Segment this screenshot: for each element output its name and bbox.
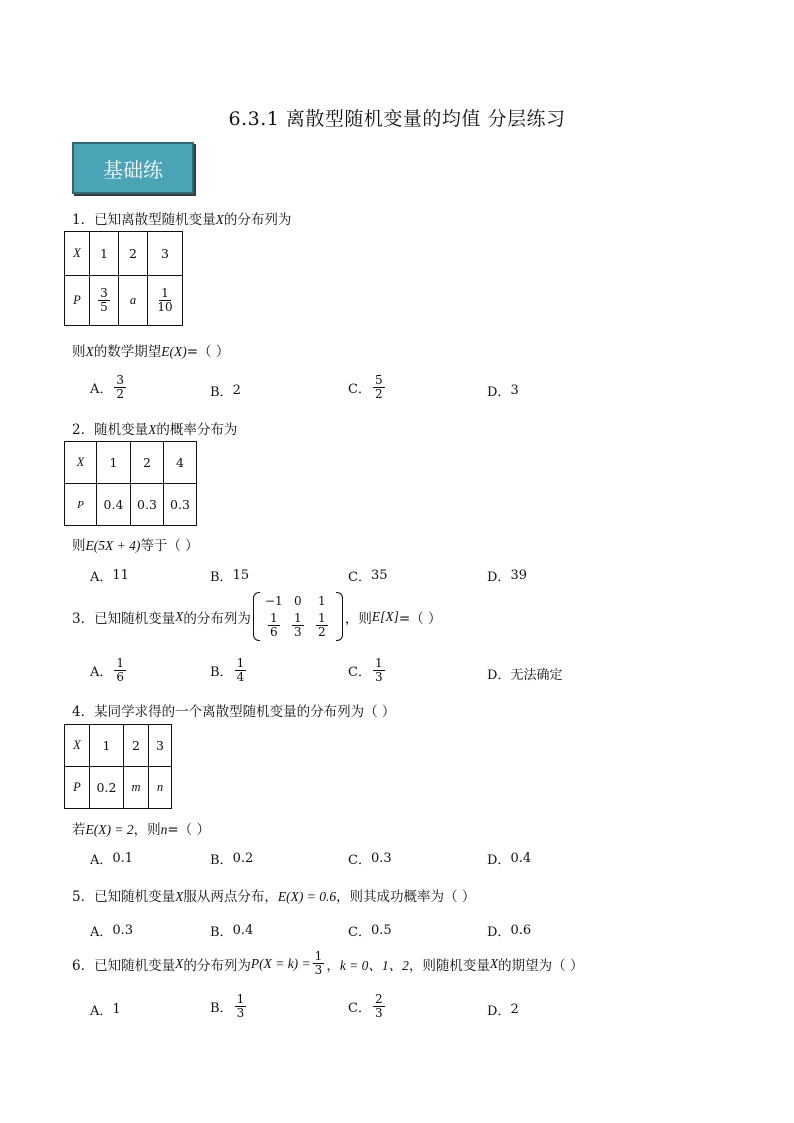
question-4-stem: 4．某同学求得的一个离散型随机变量的分布列为（ ） <box>72 704 396 720</box>
page-title: 6.3.1 离散型随机变量的均值 分层练习 <box>228 108 566 130</box>
q1-distribution-table <box>64 231 183 326</box>
question-5-stem <box>72 885 475 905</box>
q1-x-label: X <box>65 232 90 276</box>
q4-x-cell: 1 <box>90 725 124 767</box>
q2-var: X <box>148 422 157 437</box>
q6-option-d[interactable]: D． 2 <box>487 1002 519 1019</box>
q6-var: X <box>175 955 184 971</box>
q3-option-b[interactable]: B． $\frac{1}{4}$ <box>210 656 245 684</box>
q5-stem-post: ，则其成功概率为（ ） <box>336 889 476 905</box>
q6-expr: P(X = k) = <box>250 955 311 971</box>
q2-option-c[interactable]: C． 35 <box>348 568 388 585</box>
q2-p-cell: 0.3 <box>131 484 164 526</box>
q3-var: X <box>175 608 184 624</box>
q4-distribution-table <box>64 724 172 809</box>
q1-var: X <box>215 212 224 227</box>
q4-p-cell: n <box>149 767 172 809</box>
question-1-ask <box>72 340 229 360</box>
q6-expr2: k = 0、1、2 <box>339 957 409 973</box>
q1-stem-pre: 1．已知离散型随机变量 <box>72 212 216 228</box>
q4-option-a[interactable]: A． 0.1 <box>90 851 134 868</box>
question-1-stem <box>72 208 291 228</box>
q3-ask-expr: E[X] <box>371 608 399 624</box>
q6-option-c[interactable]: C． $\frac{2}{3}$ <box>348 992 383 1020</box>
q1-ask-var: X <box>85 344 94 359</box>
q5-option-b[interactable]: B． 0.4 <box>210 923 254 940</box>
question-6-stem <box>72 950 583 977</box>
q3-option-a[interactable]: A． $\frac{1}{6}$ <box>90 656 125 684</box>
q6-stem-post: 的期望为（ ） <box>498 957 584 974</box>
q1-x-cell: 3 <box>148 232 183 276</box>
q2-stem-pre: 2．随机变量 <box>72 422 149 438</box>
question-2-stem <box>72 418 237 438</box>
q4-ask-expr: E(X) = 2 <box>85 822 134 837</box>
q3-stem-pre: 3．已知随机变量 <box>72 610 176 627</box>
q4-ask-pre: 若 <box>72 822 86 838</box>
q3-stem-mid: 的分布列为 <box>183 610 251 627</box>
q1-p-cell: $\frac{1}{10}$ <box>148 276 183 326</box>
q5-option-a[interactable]: A． 0.3 <box>90 923 134 940</box>
q4-ask-mid: ，则 <box>133 822 161 838</box>
q3-distribution-matrix: −1 0 1 $\frac{1}{6}$ $\frac{1}{3}$ $\frac{1}{2}$ <box>253 592 343 641</box>
q2-x-label: X <box>65 442 97 484</box>
q2-option-b[interactable]: B． 15 <box>210 568 250 585</box>
q1-ask-expr: E(X) <box>161 344 187 359</box>
q5-var: X <box>175 889 184 904</box>
q1-ask-mid: 的数学期望 <box>93 344 162 360</box>
q5-stem-pre: 5．已知随机变量 <box>72 889 176 905</box>
q4-x-label: X <box>65 725 90 767</box>
q1-p-cell: a <box>119 276 148 326</box>
q2-option-a[interactable]: A． 11 <box>90 568 129 585</box>
q1-option-d[interactable]: D． 3 <box>487 383 519 400</box>
q6-option-b[interactable]: B． $\frac{1}{3}$ <box>210 992 245 1020</box>
q4-p-cell: 0.2 <box>90 767 124 809</box>
q3-option-c[interactable]: C． $\frac{1}{3}$ <box>348 656 383 684</box>
q1-ask-pre: 则 <box>72 344 86 360</box>
question-4-ask <box>72 818 210 838</box>
q6-stem-pre: 6．已知随机变量 <box>72 957 176 974</box>
q4-ask-var: n <box>160 822 168 837</box>
q2-p-label: P <box>65 484 97 526</box>
q2-ask-post: 等于（ ） <box>140 538 199 554</box>
q6-option-a[interactable]: A． 1 <box>90 1002 121 1019</box>
q6-stem-mid2: ， <box>326 957 340 974</box>
q6-stem-mid3: ，则随机变量 <box>408 957 490 974</box>
q2-stem-post: 的概率分布为 <box>156 422 238 438</box>
q1-stem-post: 的分布列为 <box>223 212 292 228</box>
q1-option-b[interactable]: B． 2 <box>210 383 241 400</box>
q5-option-c[interactable]: C． 0.5 <box>348 923 392 940</box>
q4-ask-post: =（ ） <box>167 822 210 838</box>
q2-x-cell: 2 <box>131 442 164 484</box>
q3-option-d[interactable]: D． 无法确定 <box>487 668 563 683</box>
q6-var2: X <box>489 955 499 971</box>
q2-x-cell: 4 <box>164 442 197 484</box>
q2-p-cell: 0.3 <box>164 484 197 526</box>
question-3-stem <box>72 592 441 641</box>
q3-ask-post: =（ ） <box>398 610 442 627</box>
q1-p-label: P <box>65 276 90 326</box>
q1-x-cell: 1 <box>90 232 119 276</box>
q5-expr: E(X) = 0.6 <box>277 889 337 904</box>
question-2-ask <box>72 534 199 554</box>
q1-option-c[interactable]: C． $\frac{5}{2}$ <box>348 373 383 401</box>
q2-ask-pre: 则 <box>72 538 86 554</box>
q6-stem-mid: 的分布列为 <box>183 957 251 974</box>
q4-x-cell: 3 <box>149 725 172 767</box>
q4-option-d[interactable]: D． 0.4 <box>487 851 532 868</box>
q2-option-d[interactable]: D． 39 <box>487 568 527 585</box>
q2-p-cell: 0.4 <box>97 484 131 526</box>
q4-p-label: P <box>65 767 90 809</box>
q2-ask-expr: E(5X + 4) <box>85 538 141 553</box>
q1-x-cell: 2 <box>119 232 148 276</box>
q3-stem-post-pre: ，则 <box>344 610 372 627</box>
q5-option-d[interactable]: D． 0.6 <box>487 923 532 940</box>
q2-distribution-table <box>64 441 197 526</box>
q4-p-cell: m <box>124 767 149 809</box>
q4-option-b[interactable]: B． 0.2 <box>210 851 254 868</box>
q1-ask-post: =（ ） <box>186 344 230 360</box>
q4-x-cell: 2 <box>124 725 149 767</box>
q6-frac: $\frac{1}{3}$ <box>314 949 323 977</box>
q2-x-cell: 1 <box>97 442 131 484</box>
section-badge: 基础练 <box>72 142 194 194</box>
q1-p-cell: $\frac{3}{5}$ <box>90 276 119 326</box>
q5-stem-mid: 服从两点分布， <box>183 889 278 905</box>
q1-option-a[interactable]: A． $\frac{3}{2}$ <box>90 373 125 401</box>
q4-option-c[interactable]: C． 0.3 <box>348 851 392 868</box>
